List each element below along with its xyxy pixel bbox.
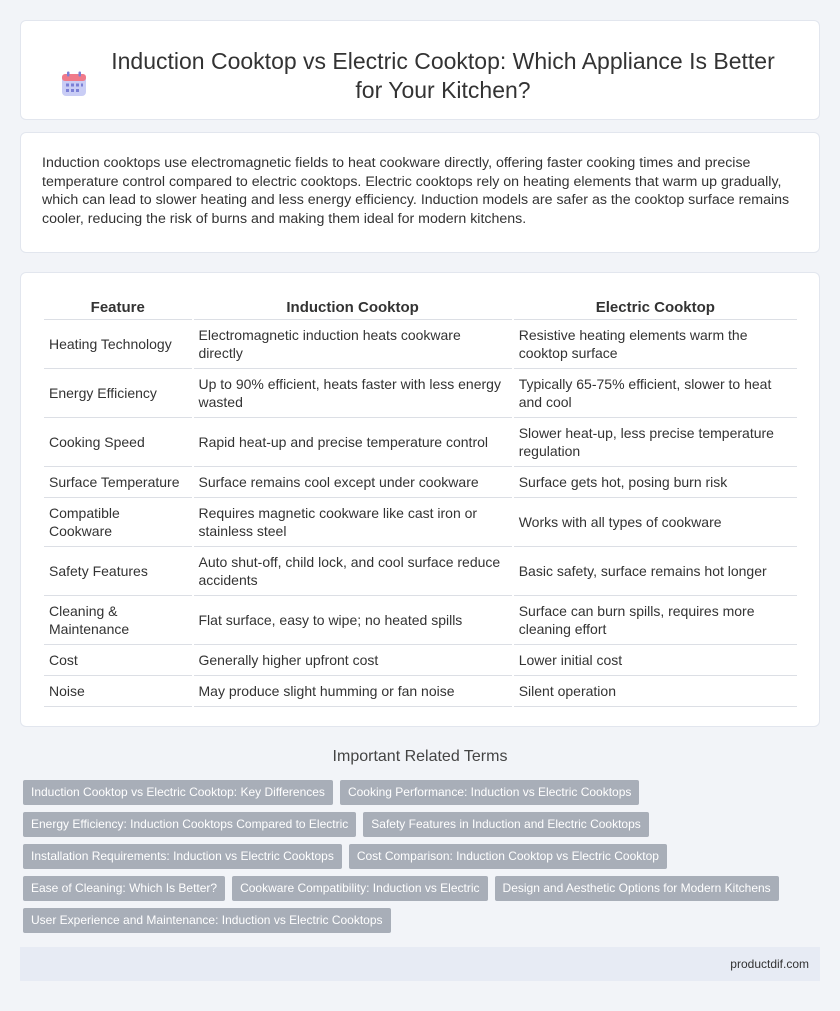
feature-cell: Surface Temperature	[44, 467, 192, 498]
page-title: Induction Cooktop vs Electric Cooktop: Which Appliance Is Better for Your Kitchen?	[111, 48, 775, 103]
induction-cell: Surface remains cool except under cookware	[194, 467, 512, 498]
comparison-table	[42, 295, 799, 707]
comparison-table-card	[20, 272, 820, 727]
footer-site-link[interactable]: productdif.com	[730, 957, 809, 971]
table-row	[44, 498, 797, 547]
feature-cell: Energy Efficiency	[44, 369, 192, 418]
electric-cell: Lower initial cost	[514, 645, 797, 676]
related-term-tag[interactable]: Induction Cooktop vs Electric Cooktop: Key Differences	[23, 780, 333, 805]
feature-cell: Compatible Cookware	[44, 498, 192, 547]
induction-cell: Electromagnetic induction heats cookware directly	[194, 320, 512, 369]
feature-cell: Cooking Speed	[44, 418, 192, 467]
related-term-tag[interactable]: Ease of Cleaning: Which Is Better?	[23, 876, 225, 901]
feature-cell: Heating Technology	[44, 320, 192, 369]
induction-cell: Auto shut-off, child lock, and cool surface reduce accidents	[194, 547, 512, 596]
electric-cell: Surface can burn spills, requires more cleaning effort	[514, 596, 797, 645]
header-electric: Electric Cooktop	[514, 295, 797, 320]
related-terms-list	[23, 780, 803, 940]
related-term-tag[interactable]: Installation Requirements: Induction vs Electric Cooktops	[23, 844, 342, 869]
header-feature: Feature	[44, 295, 192, 320]
intro-paragraph: Induction cooktops use electromagnetic fields to heat cookware directly, offering faster cooking times and precise temperature control compared to electric cooktops. Electric cooktops rely on heating elements that warm up gradually, which can lead to slower heating and less energy efficiency. Induction models are safer as the cooktop surface remains cooler, reducing the risk of burns and making them ideal for modern kitchens.	[42, 155, 790, 227]
related-term-tag[interactable]: Cookware Compatibility: Induction vs Electric	[232, 876, 487, 901]
table-header-row	[44, 295, 797, 320]
feature-cell: Safety Features	[44, 547, 192, 596]
related-term-tag[interactable]: Cooking Performance: Induction vs Electric Cooktops	[340, 780, 639, 805]
induction-cell: Rapid heat-up and precise temperature control	[194, 418, 512, 467]
table-row	[44, 547, 797, 596]
footer	[20, 947, 820, 981]
related-term-tag[interactable]: Cost Comparison: Induction Cooktop vs Electric Cooktop	[349, 844, 667, 869]
table-row	[44, 645, 797, 676]
related-term-tag[interactable]: User Experience and Maintenance: Induction vs Electric Cooktops	[23, 908, 391, 933]
feature-cell: Cleaning & Maintenance	[44, 596, 192, 645]
header-induction: Induction Cooktop	[194, 295, 512, 320]
feature-cell: Noise	[44, 676, 192, 707]
header-card	[20, 20, 820, 120]
electric-cell: Surface gets hot, posing burn risk	[514, 467, 797, 498]
related-term-tag[interactable]: Energy Efficiency: Induction Cooktops Compared to Electric	[23, 812, 356, 837]
induction-cell: Up to 90% efficient, heats faster with less energy wasted	[194, 369, 512, 418]
induction-cell: Flat surface, easy to wipe; no heated spills	[194, 596, 512, 645]
electric-cell: Resistive heating elements warm the cooktop surface	[514, 320, 797, 369]
table-row	[44, 596, 797, 645]
related-term-tag[interactable]: Design and Aesthetic Options for Modern Kitchens	[495, 876, 779, 901]
table-row	[44, 676, 797, 707]
calendar-grid-icon	[61, 71, 87, 97]
related-term-tag[interactable]: Safety Features in Induction and Electric Cooktops	[363, 812, 648, 837]
induction-cell: Generally higher upfront cost	[194, 645, 512, 676]
electric-cell: Works with all types of cookware	[514, 498, 797, 547]
intro-card	[20, 132, 820, 253]
electric-cell: Slower heat-up, less precise temperature regulation	[514, 418, 797, 467]
table-row	[44, 418, 797, 467]
table-row	[44, 467, 797, 498]
electric-cell: Basic safety, surface remains hot longer	[514, 547, 797, 596]
electric-cell: Typically 65-75% efficient, slower to heat and cool	[514, 369, 797, 418]
induction-cell: May produce slight humming or fan noise	[194, 676, 512, 707]
related-terms-title: Important Related Terms	[332, 748, 508, 765]
table-row	[44, 320, 797, 369]
table-row	[44, 369, 797, 418]
induction-cell: Requires magnetic cookware like cast iron or stainless steel	[194, 498, 512, 547]
feature-cell: Cost	[44, 645, 192, 676]
electric-cell: Silent operation	[514, 676, 797, 707]
